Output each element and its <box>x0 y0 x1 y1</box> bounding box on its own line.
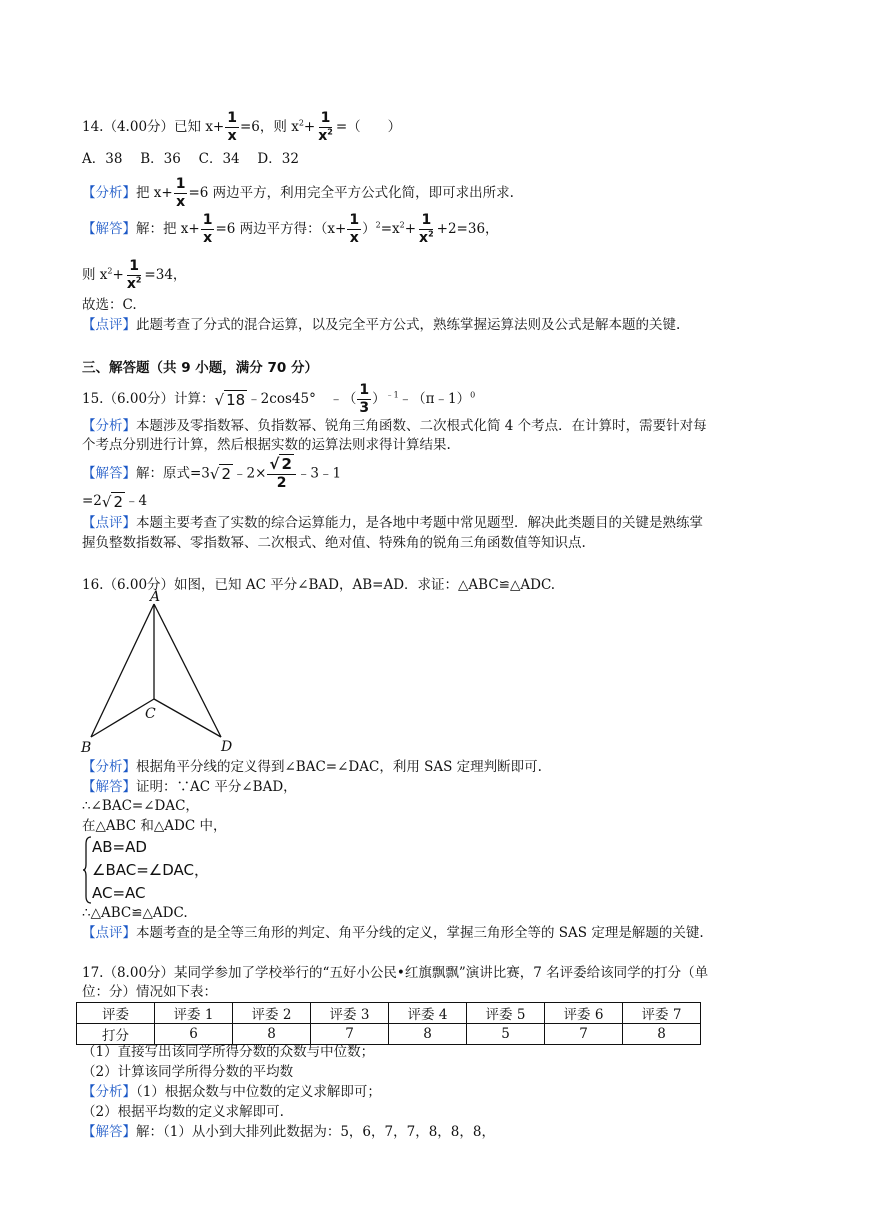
table-cell: 8 <box>233 1024 311 1045</box>
q17-part2: （2）计算该同学所得分数的平均数 <box>82 1064 294 1080</box>
fraction-1-over-x: $\frac{1}{x}$ <box>227 110 237 144</box>
q15-analysis-2: 个考点分别进行计算，然后根据实数的运算法则求得计算结果. <box>82 437 451 453</box>
q16-line3: 在△ABC 和△ADC 中， <box>82 818 227 834</box>
comment-tag: 【点评】 <box>82 317 136 333</box>
section-heading: 三、解答题（共 9 小题，满分 70 分） <box>82 360 318 376</box>
analysis-tag: 【分析】 <box>82 185 136 201</box>
fraction: $\frac{1}{x}$ <box>202 212 213 246</box>
answer-tag: 【解答】 <box>82 465 136 482</box>
table-cell: 评委 4 <box>389 1003 467 1024</box>
q15-comment-1: 【点评】本题主要考查了实数的综合运算能力，是各地中考题中常见题型．解决此类题目的关键是熟练掌 <box>82 515 703 531</box>
sqrt-2: √ 2 <box>101 492 124 511</box>
fraction-1-over-3: $\frac{1}{3}$ <box>359 382 370 416</box>
vertex-label-a: A <box>150 589 161 605</box>
q14-then: 则 $x^2+$ $\frac{1}{x^2}$ =34， <box>82 258 187 292</box>
q15-stem: 15.（6.00分）计算：√ 18 ﹣2cos45° ﹣（ $\frac{1}{3}$ ）$^{﹣1}$﹣（π﹣1）$^0$ <box>82 382 476 416</box>
table-cell: 评委 2 <box>233 1003 311 1024</box>
fraction: $\frac{1}{x}$ <box>175 176 186 210</box>
table-row <box>77 1024 701 1045</box>
analysis-tag: 【分析】 <box>82 1084 136 1100</box>
analysis-tag: 【分析】 <box>82 759 136 775</box>
q17-analysis-2: （2）根据平均数的定义求解即可. <box>82 1104 284 1120</box>
q16-line2: ∴∠BAC=∠DAC， <box>82 798 199 814</box>
table-cell: 评委 5 <box>467 1003 545 1024</box>
q14-options: A．38 B．36 C．34 D．32 <box>82 151 299 167</box>
fraction: $\frac{1}{x}$ <box>349 212 360 246</box>
table-cell: 打分 <box>77 1024 155 1045</box>
equation-system <box>82 836 212 904</box>
q15-comment-2: 握负整数指数幂、零指数幂、二次根式、绝对值、特殊角的锐角三角函数值等知识点. <box>82 535 586 551</box>
analysis-tag: 【分析】 <box>82 418 136 434</box>
vertex-label-c: C <box>145 706 156 722</box>
table-cell: 7 <box>311 1024 389 1045</box>
answer-tag: 【解答】 <box>82 779 136 795</box>
q16-stem: 16.（6.00分）如图，已知 AC 平分∠BAD，AB=AD．求证：△ABC≌△ADC. <box>82 577 556 593</box>
sqrt-18: √ 18 <box>214 390 246 409</box>
q15-answer: 【解答】解：原式=3√ 2 ﹣2× $\frac{√ 2}{2}$ ﹣3﹣1 <box>82 455 342 491</box>
equation-line: AB=AD <box>92 838 147 856</box>
comment-tag: 【点评】 <box>82 515 136 531</box>
segment-ad <box>154 604 221 737</box>
table-cell: 8 <box>389 1024 467 1045</box>
q16-answer: 【解答】证明：∵AC 平分∠BAD， <box>82 779 297 795</box>
q16-analysis: 【分析】根据角平分线的定义得到∠BAC=∠DAC，利用 SAS 定理判断即可. <box>82 759 542 775</box>
table-cell: 6 <box>155 1024 233 1045</box>
sqrt-2: √ 2 <box>269 455 292 473</box>
q17-analysis-1: 【分析】（1）根据众数与中位数的定义求解即可； <box>82 1084 381 1100</box>
vertex-label-b: B <box>81 740 92 756</box>
sqrt-2: √ 2 <box>209 464 232 483</box>
q17-stem-1: 17.（8.00分）某同学参加了学校举行的“五好小公民•红旗飘飘”演讲比赛，7 名评委给该同学的打分（单 <box>82 965 709 981</box>
fraction: $\frac{1}{x^2}$ <box>419 212 434 246</box>
q14-analysis: 【分析】把 x+ $\frac{1}{x}$ =6 两边平方，利用完全平方公式化简，即可求出所求. <box>82 176 514 210</box>
equation-line: AC=AC <box>92 884 146 902</box>
table-cell: 评委 3 <box>311 1003 389 1024</box>
answer-tag: 【解答】 <box>82 221 136 237</box>
brace-icon <box>82 836 92 904</box>
q14-choice: 故选：C. <box>82 297 137 313</box>
q15-result: =2√ 2 ﹣4 <box>82 492 148 511</box>
vertex-label-d: D <box>221 739 233 755</box>
table-cell: 评委 7 <box>623 1003 701 1024</box>
answer-tag: 【解答】 <box>82 1124 136 1140</box>
table-header-row <box>77 1003 701 1024</box>
triangle-figure <box>78 588 248 756</box>
q14-stem: 14.（4.00分）已知 x+ $\frac{1}{x}$ =6，则 $x^2+$ $\frac{1}{x^2}$ =（ ） <box>82 110 402 144</box>
fraction-sqrt2-over-2: $\frac{√ 2}{2}$ <box>267 456 295 492</box>
table-cell: 评委 6 <box>545 1003 623 1024</box>
q17-stem-2: 位：分）情况如下表： <box>82 984 217 1000</box>
q15-analysis-1: 【分析】本题涉及零指数幂、负指数幂、锐角三角函数、二次根式化简 4 个考点．在计算时，需要针对每 <box>82 418 707 434</box>
q14-answer: 【解答】解：把 x+ $\frac{1}{x}$ =6 两边平方得：（x+ $\frac{1}{x}$ ）$^2=x^2+$ $\frac{1}{x^2}$ +2=36， <box>82 212 499 246</box>
q17-answer: 【解答】解：（1）从小到大排列此数据为：5，6，7，7，8，8，8， <box>82 1124 495 1140</box>
q16-conclusion: ∴△ABC≌△ADC. <box>82 905 188 921</box>
table-cell: 评委 1 <box>155 1003 233 1024</box>
comment-tag: 【点评】 <box>82 925 136 941</box>
q14-comment: 【点评】此题考查了分式的混合运算，以及完全平方公式，熟练掌握运算法则及公式是解本题的关键. <box>82 317 681 333</box>
table-cell: 评委 <box>77 1003 155 1024</box>
q17-part1: （1）直接写出该同学所得分数的众数与中位数； <box>82 1044 375 1060</box>
q16-comment: 【点评】本题考查的是全等三角形的判定、角平分线的定义，掌握三角形全等的 SAS 定理是解题的关键. <box>82 925 704 941</box>
table-cell: 7 <box>545 1024 623 1045</box>
fraction-1-over-x2: $\frac{1}{x^2}$ <box>318 110 333 144</box>
scores-table <box>76 1002 701 1045</box>
equation-line: ∠BAC=∠DAC， <box>92 861 209 879</box>
table-cell: 5 <box>467 1024 545 1045</box>
table-cell: 8 <box>623 1024 701 1045</box>
fraction: $\frac{1}{x^2}$ <box>126 258 142 292</box>
